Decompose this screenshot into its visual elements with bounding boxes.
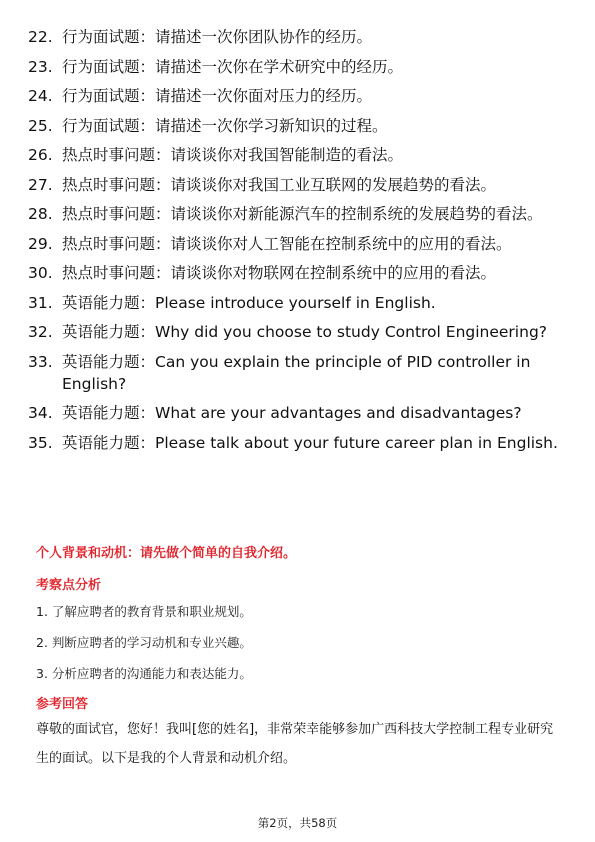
question-text: 行为面试题：请描述一次你学习新知识的过程。 <box>62 116 388 135</box>
analysis-list <box>36 603 561 696</box>
question-text: 英语能力题：Can you explain the principle of PID controller in English? <box>62 352 531 393</box>
question-text: 热点时事问题：请谈谈你对我国智能制造的看法。 <box>62 146 404 164</box>
question-number: 34. <box>28 404 53 422</box>
question-number: 32. <box>28 323 53 341</box>
question-number: 31. <box>28 293 53 312</box>
question-item <box>28 292 568 314</box>
question-item <box>28 432 568 454</box>
question-text: 英语能力题：What are your advantages and disadvantages? <box>62 404 522 422</box>
question-item <box>28 351 568 395</box>
question-number: 22. <box>28 28 53 46</box>
featured-question-heading: 个人背景和动机：请先做个简单的自我介绍。 <box>36 546 297 561</box>
question-text: 英语能力题：Please talk about your future career plan in English. <box>62 433 558 452</box>
answer-heading: 参考回答 <box>36 697 89 712</box>
page-footer: 第2页，共58页 <box>257 816 338 830</box>
question-item <box>28 115 568 137</box>
analysis-heading: 考察点分析 <box>36 578 102 593</box>
question-number: 26. <box>28 146 53 164</box>
question-number: 29. <box>28 234 53 253</box>
question-number: 24. <box>28 87 53 105</box>
question-item <box>28 321 568 343</box>
analysis-item: 1. 了解应聘者的教育背景和职业规划。 <box>36 604 252 619</box>
analysis-item: 3. 分析应聘者的沟通能力和表达能力。 <box>36 666 252 681</box>
question-number: 28. <box>28 205 53 223</box>
question-item <box>28 262 568 284</box>
question-item <box>28 233 568 255</box>
question-number: 35. <box>28 433 53 452</box>
question-text: 行为面试题：请描述一次你面对压力的经历。 <box>62 87 373 105</box>
question-text: 热点时事问题：请谈谈你对人工智能在控制系统中的应用的看法。 <box>62 234 512 253</box>
question-item <box>28 203 568 225</box>
question-text: 英语能力题：Please introduce yourself in English. <box>62 293 436 312</box>
question-text: 英语能力题：Why did you choose to study Control Engineering? <box>62 323 548 341</box>
question-number: 33. <box>28 352 53 371</box>
question-item <box>28 174 568 196</box>
question-text: 行为面试题：请描述一次你在学术研究中的经历。 <box>62 57 404 76</box>
question-number: 27. <box>28 175 53 194</box>
question-item <box>28 402 568 424</box>
question-number: 25. <box>28 116 53 135</box>
question-item <box>28 144 568 166</box>
question-list <box>28 26 568 461</box>
question-text: 热点时事问题：请谈谈你对新能源汽车的控制系统的发展趋势的看法。 <box>62 205 543 223</box>
question-text: 行为面试题：请描述一次你团队协作的经历。 <box>62 28 373 46</box>
question-item <box>28 85 568 107</box>
answer-paragraph: 尊敬的面试官，您好！我叫[您的姓名]，非常荣幸能够参加广西科技大学控制工程专业研究生的面试。以下是我的个人背景和动机介绍。 <box>36 722 554 766</box>
question-item <box>28 26 568 48</box>
question-item <box>28 56 568 78</box>
question-number: 30. <box>28 264 53 282</box>
question-text: 热点时事问题：请谈谈你对物联网在控制系统中的应用的看法。 <box>62 264 497 282</box>
question-number: 23. <box>28 57 53 76</box>
question-text: 热点时事问题：请谈谈你对我国工业互联网的发展趋势的看法。 <box>62 175 497 194</box>
analysis-item: 2. 判断应聘者的学习动机和专业兴趣。 <box>36 635 252 650</box>
